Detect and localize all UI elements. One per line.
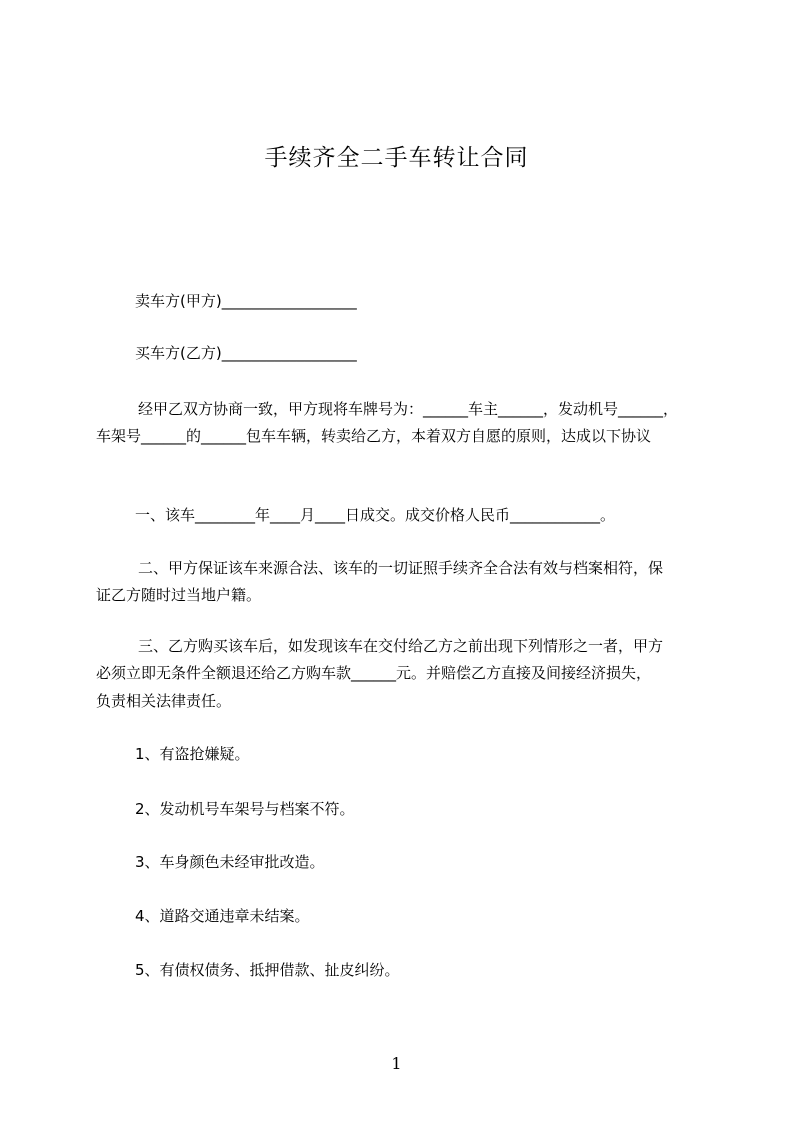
page-number: 1 (391, 1054, 402, 1073)
clause-3-line-2: 必须立即无条件全额退还给乙方购车款______元。并赔偿乙方直接及间接经济损失， (96, 664, 652, 682)
list-item: 3、车身颜色未经审批改造。 (135, 853, 325, 871)
clause-1: 一、该车________年____月____日成交。成交价格人民币____________。 (135, 506, 616, 524)
document-title: 手续齐全二手车转让合同 (264, 145, 529, 171)
intro-line-1: 经甲乙双方协商一致，甲方现将车牌号为：______车主______，发动机号______， (138, 400, 679, 418)
list-item: 4、道路交通违章未结案。 (135, 907, 310, 925)
clause-3-line-1: 三、乙方购买该车后，如发现该车在交付给乙方之前出现下列情形之一者，甲方 (138, 637, 664, 655)
list-item: 5、有债权债务、抵押借款、扯皮纠纷。 (135, 961, 400, 979)
list-item: 1、有盗抢嫌疑。 (135, 745, 250, 763)
buyer-line: 买车方(乙方)__________________ (135, 344, 357, 362)
clause-2-line-2: 证乙方随时过当地户籍。 (96, 586, 262, 604)
clause-3-line-3: 负责相关法律责任。 (96, 692, 232, 710)
intro-line-2: 车架号______的______包车车辆，转卖给乙方，本着双方自愿的原则，达成以下协议 (96, 427, 652, 445)
clause-2-line-1: 二、甲方保证该车来源合法、该车的一切证照手续齐全合法有效与档案相符，保 (138, 559, 664, 577)
seller-line: 卖车方(甲方)__________________ (135, 292, 357, 310)
list-item: 2、发动机号车架号与档案不符。 (135, 800, 355, 818)
